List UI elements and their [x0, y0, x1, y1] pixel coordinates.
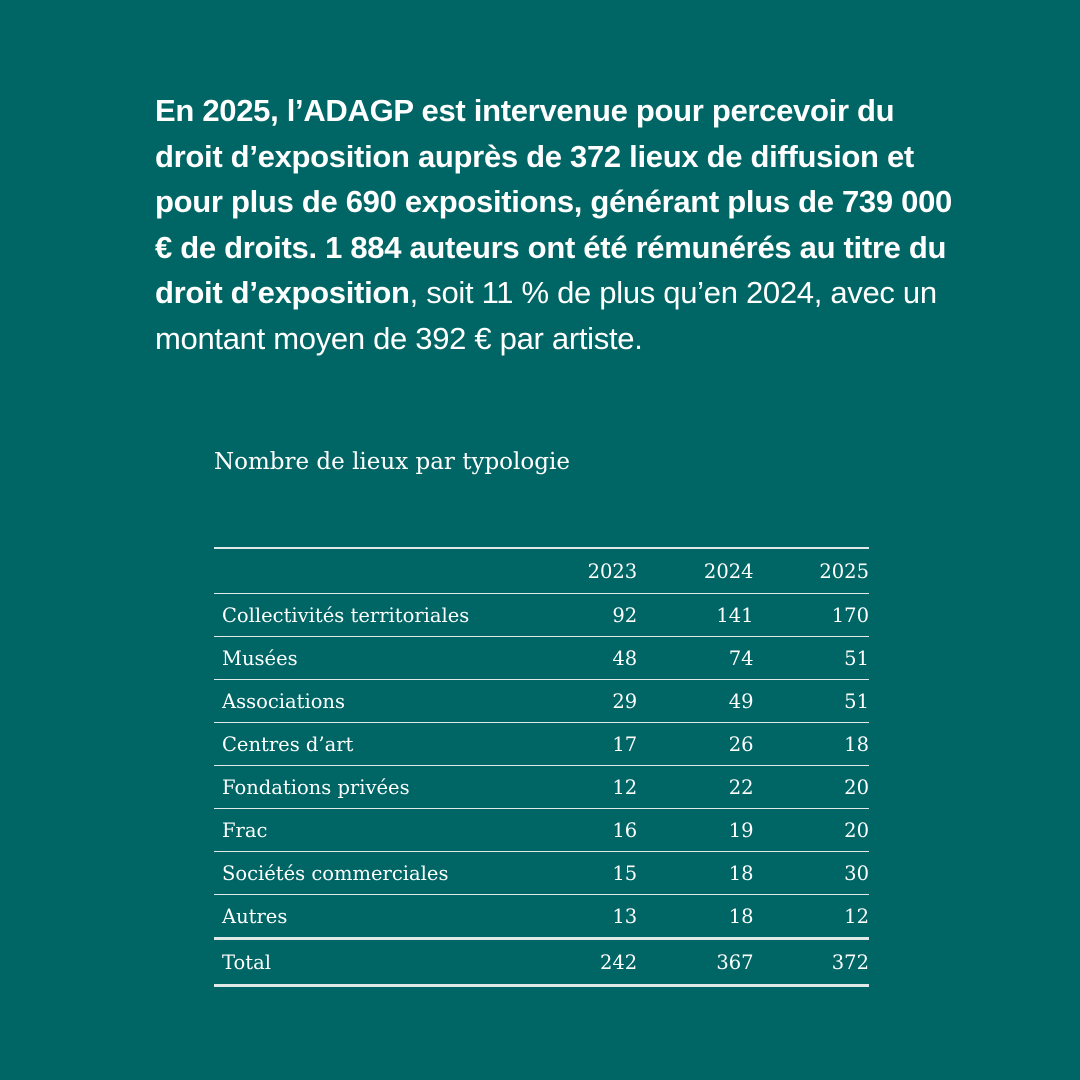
row-value-2024: 22 — [728, 775, 754, 799]
row-value-2025: 51 — [844, 689, 869, 713]
row-value-2023: 17 — [612, 732, 638, 756]
row-value-2023: 12 — [612, 775, 638, 799]
table-title: Nombre de lieux par typologie — [214, 449, 570, 475]
row-label: Frac — [222, 818, 268, 842]
row-label: Musées — [222, 646, 298, 670]
row-value-2025: 51 — [844, 646, 869, 670]
row-value-2024: 141 — [716, 603, 754, 627]
total-value-2024: 367 — [716, 950, 754, 974]
row-label: Collectivités territoriales — [222, 603, 470, 627]
table-row — [214, 852, 869, 895]
intro-paragraph — [155, 88, 955, 361]
row-value-2023: 13 — [612, 904, 638, 928]
table-row — [214, 809, 869, 852]
table-row — [214, 680, 869, 723]
row-value-2025: 18 — [844, 732, 869, 756]
total-value-2025: 372 — [831, 950, 869, 974]
table-row — [214, 594, 869, 637]
header-year-2023: 2023 — [587, 559, 638, 583]
table-row — [214, 723, 869, 766]
row-value-2025: 20 — [844, 775, 869, 799]
total-label: Total — [222, 950, 271, 974]
row-value-2024: 19 — [728, 818, 754, 842]
table-row — [214, 766, 869, 809]
header-label-cell — [214, 548, 535, 594]
row-value-2023: 48 — [612, 646, 638, 670]
table-total-row — [214, 939, 869, 986]
intro-bold-part-2: 1 884 auteurs ont été rémunérés au titre du droit d’exposition — [155, 229, 947, 310]
row-label: Autres — [222, 904, 288, 928]
row-value-2023: 29 — [612, 689, 638, 713]
row-value-2025: 30 — [844, 861, 869, 885]
row-label: Associations — [222, 689, 345, 713]
row-value-2024: 26 — [728, 732, 754, 756]
row-value-2024: 18 — [728, 861, 754, 885]
total-value-2023: 242 — [599, 950, 638, 974]
header-year-2024: 2024 — [703, 559, 754, 583]
intro-regular-part: , soit 11 % de plus qu’en 2024, avec un montant moyen de 392 € par artiste. — [155, 275, 937, 356]
row-value-2024: 74 — [728, 646, 754, 670]
venues-table — [214, 547, 869, 987]
row-value-2024: 18 — [728, 904, 754, 928]
row-value-2024: 49 — [728, 689, 754, 713]
row-value-2023: 92 — [612, 603, 638, 627]
row-value-2025: 12 — [844, 904, 869, 928]
row-label: Fondations privées — [222, 775, 410, 799]
row-label: Sociétés commerciales — [222, 861, 449, 885]
row-label: Centres d’art — [222, 732, 354, 756]
row-value-2025: 20 — [844, 818, 869, 842]
row-value-2025: 170 — [831, 603, 869, 627]
table-row — [214, 637, 869, 680]
table-row — [214, 895, 869, 939]
row-value-2023: 15 — [612, 861, 638, 885]
row-value-2023: 16 — [612, 818, 638, 842]
intro-bold-part-1: En 2025, l’ADAGP est intervenue pour percevoir du droit d’exposition auprès de 372 lieux de diffusion et pour plus de 690 expositions, générant plus de 739 000 € de droits. — [155, 93, 952, 265]
table-header-row — [214, 548, 869, 594]
header-year-2025: 2025 — [819, 559, 869, 583]
